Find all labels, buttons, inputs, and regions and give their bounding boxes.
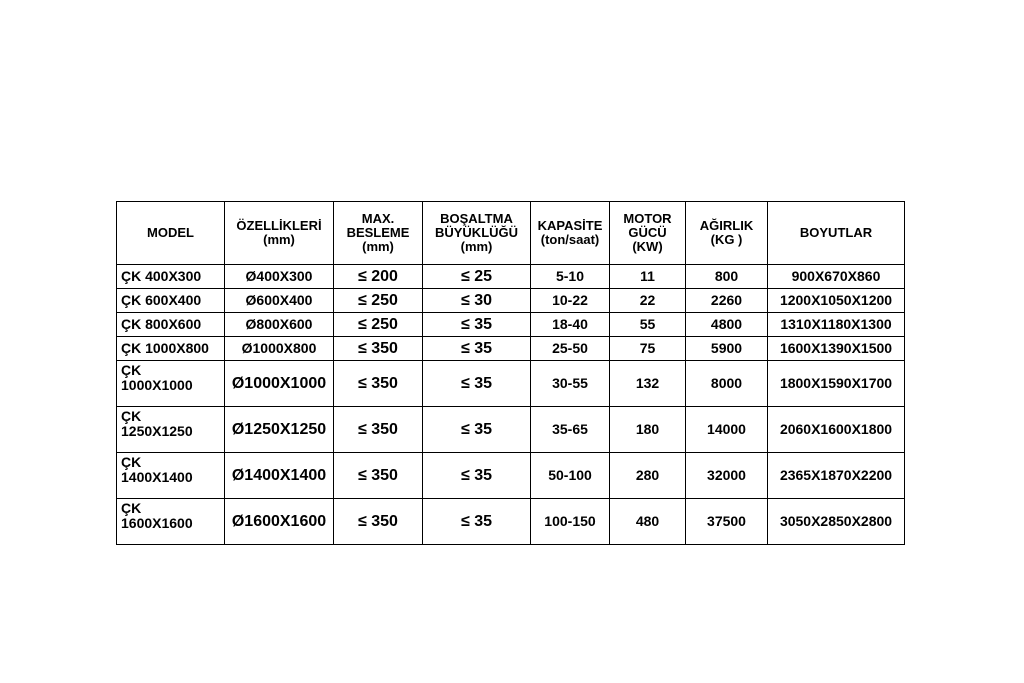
cell-motor: 11 bbox=[610, 265, 686, 289]
cell-boyutlar: 1200X1050X1200 bbox=[768, 289, 905, 313]
cell-besleme: ≤ 250 bbox=[334, 313, 423, 337]
cell-boyutlar: 2060X1600X1800 bbox=[768, 407, 905, 453]
cell-agirlik: 800 bbox=[686, 265, 768, 289]
cell-agirlik: 14000 bbox=[686, 407, 768, 453]
cell-motor: 75 bbox=[610, 337, 686, 361]
table-row bbox=[117, 453, 905, 499]
cell-motor: 180 bbox=[610, 407, 686, 453]
cell-model: ÇK 800X600 bbox=[117, 313, 225, 337]
cell-kapasite: 5-10 bbox=[531, 265, 610, 289]
cell-kapasite: 25-50 bbox=[531, 337, 610, 361]
table-row bbox=[117, 313, 905, 337]
cell-ozellik: Ø800X600 bbox=[225, 313, 334, 337]
cell-bosaltma: ≤ 25 bbox=[423, 265, 531, 289]
cell-agirlik: 2260 bbox=[686, 289, 768, 313]
cell-agirlik: 5900 bbox=[686, 337, 768, 361]
cell-model: ÇK 1400X1400 bbox=[117, 453, 225, 499]
cell-boyutlar: 900X670X860 bbox=[768, 265, 905, 289]
cell-ozellik: Ø1000X1000 bbox=[225, 361, 334, 407]
cell-bosaltma: ≤ 35 bbox=[423, 453, 531, 499]
cell-besleme: ≤ 350 bbox=[334, 361, 423, 407]
cell-boyutlar: 1600X1390X1500 bbox=[768, 337, 905, 361]
cell-ozellik: Ø1250X1250 bbox=[225, 407, 334, 453]
table-row bbox=[117, 407, 905, 453]
cell-kapasite: 10-22 bbox=[531, 289, 610, 313]
cell-ozellik: Ø600X400 bbox=[225, 289, 334, 313]
cell-besleme: ≤ 350 bbox=[334, 453, 423, 499]
cell-besleme: ≤ 350 bbox=[334, 407, 423, 453]
cell-motor: 22 bbox=[610, 289, 686, 313]
table-row bbox=[117, 361, 905, 407]
header-kapasite: KAPASİTE (ton/saat) bbox=[531, 202, 610, 265]
cell-agirlik: 8000 bbox=[686, 361, 768, 407]
cell-kapasite: 35-65 bbox=[531, 407, 610, 453]
cell-bosaltma: ≤ 35 bbox=[423, 313, 531, 337]
table-row bbox=[117, 499, 905, 545]
cell-model: ÇK 1000X800 bbox=[117, 337, 225, 361]
cell-kapasite: 50-100 bbox=[531, 453, 610, 499]
cell-model: ÇK 600X400 bbox=[117, 289, 225, 313]
header-boyutlar: BOYUTLAR bbox=[768, 202, 905, 265]
table-row bbox=[117, 337, 905, 361]
table-row bbox=[117, 265, 905, 289]
cell-kapasite: 18-40 bbox=[531, 313, 610, 337]
cell-ozellik: Ø1400X1400 bbox=[225, 453, 334, 499]
cell-boyutlar: 2365X1870X2200 bbox=[768, 453, 905, 499]
cell-besleme: ≤ 350 bbox=[334, 499, 423, 545]
cell-bosaltma: ≤ 35 bbox=[423, 361, 531, 407]
cell-agirlik: 37500 bbox=[686, 499, 768, 545]
cell-ozellik: Ø400X300 bbox=[225, 265, 334, 289]
header-max-besleme: MAX. BESLEME (mm) bbox=[334, 202, 423, 265]
cell-kapasite: 30-55 bbox=[531, 361, 610, 407]
header-model: MODEL bbox=[117, 202, 225, 265]
cell-ozellik: Ø1600X1600 bbox=[225, 499, 334, 545]
header-row bbox=[117, 202, 905, 265]
header-motor: MOTOR GÜCÜ (KW) bbox=[610, 202, 686, 265]
cell-besleme: ≤ 200 bbox=[334, 265, 423, 289]
cell-boyutlar: 1800X1590X1700 bbox=[768, 361, 905, 407]
spec-table bbox=[116, 201, 905, 545]
cell-model: ÇK 1600X1600 bbox=[117, 499, 225, 545]
cell-boyutlar: 1310X1180X1300 bbox=[768, 313, 905, 337]
cell-bosaltma: ≤ 35 bbox=[423, 407, 531, 453]
cell-besleme: ≤ 250 bbox=[334, 289, 423, 313]
cell-agirlik: 32000 bbox=[686, 453, 768, 499]
cell-boyutlar: 3050X2850X2800 bbox=[768, 499, 905, 545]
header-bosaltma: BOŞALTMA BÜYÜKLÜĞÜ (mm) bbox=[423, 202, 531, 265]
cell-motor: 280 bbox=[610, 453, 686, 499]
cell-model: ÇK 400X300 bbox=[117, 265, 225, 289]
cell-kapasite: 100-150 bbox=[531, 499, 610, 545]
header-ozellikleri: ÖZELLİKLERİ (mm) bbox=[225, 202, 334, 265]
cell-bosaltma: ≤ 30 bbox=[423, 289, 531, 313]
cell-ozellik: Ø1000X800 bbox=[225, 337, 334, 361]
cell-besleme: ≤ 350 bbox=[334, 337, 423, 361]
header-agirlik: AĞIRLIK (KG ) bbox=[686, 202, 768, 265]
cell-agirlik: 4800 bbox=[686, 313, 768, 337]
cell-model: ÇK 1250X1250 bbox=[117, 407, 225, 453]
table-row bbox=[117, 289, 905, 313]
cell-bosaltma: ≤ 35 bbox=[423, 499, 531, 545]
cell-bosaltma: ≤ 35 bbox=[423, 337, 531, 361]
cell-model: ÇK 1000X1000 bbox=[117, 361, 225, 407]
cell-motor: 480 bbox=[610, 499, 686, 545]
cell-motor: 55 bbox=[610, 313, 686, 337]
cell-motor: 132 bbox=[610, 361, 686, 407]
